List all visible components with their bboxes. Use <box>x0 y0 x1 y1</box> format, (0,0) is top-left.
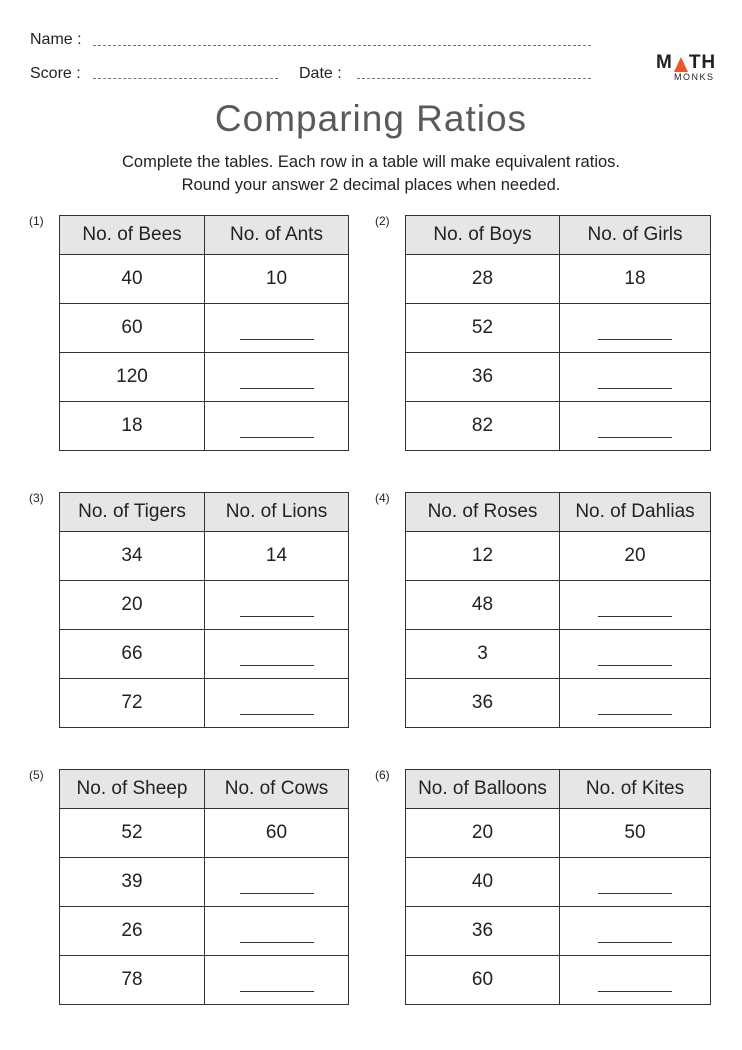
column-header: No. of Dahlias <box>560 493 711 532</box>
answer-cell[interactable] <box>205 304 349 353</box>
date-label: Date : <box>299 65 342 82</box>
ratio-table-2 <box>405 215 711 451</box>
given-value: 52 <box>406 304 560 353</box>
logo-letters-th: TH <box>688 52 717 73</box>
ratio-table-5 <box>59 769 349 1005</box>
table-row <box>60 630 349 679</box>
given-value: 39 <box>60 858 205 907</box>
answer-cell[interactable] <box>560 581 711 630</box>
given-value: 26 <box>60 907 205 956</box>
given-value: 14 <box>205 532 349 581</box>
given-value: 10 <box>205 255 349 304</box>
column-header: No. of Balloons <box>406 770 560 809</box>
given-value: 18 <box>60 402 205 451</box>
given-value: 60 <box>205 809 349 858</box>
problem-6-number: (6) <box>375 768 390 782</box>
table-row <box>60 907 349 956</box>
answer-cell[interactable] <box>560 907 711 956</box>
table-row <box>60 956 349 1005</box>
given-value: 20 <box>406 809 560 858</box>
column-header: No. of Cows <box>205 770 349 809</box>
given-value: 60 <box>406 956 560 1005</box>
answer-blank[interactable] <box>598 339 672 340</box>
given-value: 36 <box>406 353 560 402</box>
given-value: 66 <box>60 630 205 679</box>
answer-cell[interactable] <box>560 630 711 679</box>
given-value: 20 <box>60 581 205 630</box>
answer-blank[interactable] <box>598 991 672 992</box>
answer-cell[interactable] <box>205 353 349 402</box>
given-value: 34 <box>60 532 205 581</box>
answer-cell[interactable] <box>205 679 349 728</box>
table-row <box>60 581 349 630</box>
column-header: No. of Ants <box>205 216 349 255</box>
given-value: 3 <box>406 630 560 679</box>
answer-blank[interactable] <box>598 942 672 943</box>
logo-triangle-icon <box>674 57 688 72</box>
answer-blank[interactable] <box>240 388 314 389</box>
given-value: 36 <box>406 679 560 728</box>
given-value: 78 <box>60 956 205 1005</box>
date-field[interactable] <box>357 78 591 79</box>
given-value: 60 <box>60 304 205 353</box>
given-value: 20 <box>560 532 711 581</box>
given-value: 120 <box>60 353 205 402</box>
instructions-line-2: Round your answer 2 decimal places when needed. <box>181 176 561 194</box>
given-value: 36 <box>406 907 560 956</box>
answer-blank[interactable] <box>240 893 314 894</box>
column-header: No. of Lions <box>205 493 349 532</box>
table-header-row <box>406 216 711 255</box>
answer-blank[interactable] <box>598 893 672 894</box>
table-header-row <box>60 493 349 532</box>
table-row <box>60 679 349 728</box>
table-row <box>406 255 711 304</box>
table-row <box>406 630 711 679</box>
table-header-row <box>406 493 711 532</box>
answer-blank[interactable] <box>240 665 314 666</box>
ratio-table-1 <box>59 215 349 451</box>
given-value: 18 <box>560 255 711 304</box>
given-value: 40 <box>406 858 560 907</box>
answer-blank[interactable] <box>240 942 314 943</box>
answer-cell[interactable] <box>205 858 349 907</box>
table-row <box>406 304 711 353</box>
answer-blank[interactable] <box>240 616 314 617</box>
column-header: No. of Tigers <box>60 493 205 532</box>
answer-blank[interactable] <box>598 665 672 666</box>
table-row <box>406 809 711 858</box>
ratio-table-3 <box>59 492 349 728</box>
logo-letter-m: M <box>656 52 673 73</box>
given-value: 82 <box>406 402 560 451</box>
column-header: No. of Bees <box>60 216 205 255</box>
answer-cell[interactable] <box>560 353 711 402</box>
given-value: 12 <box>406 532 560 581</box>
answer-cell[interactable] <box>205 907 349 956</box>
answer-blank[interactable] <box>240 437 314 438</box>
answer-cell[interactable] <box>205 581 349 630</box>
table-row <box>60 809 349 858</box>
page-title: Comparing Ratios <box>214 98 528 139</box>
instructions <box>0 151 742 197</box>
table-row <box>406 679 711 728</box>
logo-wordmark <box>656 52 716 74</box>
given-value: 50 <box>560 809 711 858</box>
answer-cell[interactable] <box>560 858 711 907</box>
table-row <box>60 353 349 402</box>
table-header-row <box>60 770 349 809</box>
column-header: No. of Girls <box>560 216 711 255</box>
column-header: No. of Kites <box>560 770 711 809</box>
answer-cell[interactable] <box>560 956 711 1005</box>
answer-blank[interactable] <box>240 714 314 715</box>
answer-blank[interactable] <box>598 388 672 389</box>
problem-3-number: (3) <box>29 491 44 505</box>
instructions-line-1: Complete the tables. Each row in a table will make equivalent ratios. <box>121 153 620 171</box>
answer-cell[interactable] <box>205 956 349 1005</box>
answer-cell[interactable] <box>560 304 711 353</box>
table-row <box>60 255 349 304</box>
math-monks-logo <box>652 52 722 86</box>
table-row <box>406 858 711 907</box>
table-row <box>60 304 349 353</box>
column-header: No. of Boys <box>406 216 560 255</box>
table-row <box>406 581 711 630</box>
answer-blank[interactable] <box>598 616 672 617</box>
score-label: Score : <box>30 65 81 82</box>
name-label: Name : <box>30 31 82 48</box>
answer-cell[interactable] <box>560 679 711 728</box>
given-value: 48 <box>406 581 560 630</box>
column-header: No. of Sheep <box>60 770 205 809</box>
given-value: 52 <box>60 809 205 858</box>
score-field[interactable] <box>93 78 278 79</box>
ratio-table-6 <box>405 769 711 1005</box>
table-row <box>406 907 711 956</box>
name-field[interactable] <box>93 45 591 46</box>
problem-5-number: (5) <box>29 768 44 782</box>
answer-cell[interactable] <box>560 402 711 451</box>
table-row <box>406 532 711 581</box>
given-value: 40 <box>60 255 205 304</box>
table-row <box>60 858 349 907</box>
problem-1-number: (1) <box>29 214 44 228</box>
table-header-row <box>60 216 349 255</box>
answer-blank[interactable] <box>240 991 314 992</box>
problem-4-number: (4) <box>375 491 390 505</box>
answer-blank[interactable] <box>240 339 314 340</box>
table-row <box>60 532 349 581</box>
answer-cell[interactable] <box>205 402 349 451</box>
table-row <box>406 956 711 1005</box>
table-row <box>406 353 711 402</box>
answer-blank[interactable] <box>598 437 672 438</box>
given-value: 28 <box>406 255 560 304</box>
ratio-table-4 <box>405 492 711 728</box>
column-header: No. of Roses <box>406 493 560 532</box>
problem-2-number: (2) <box>375 214 390 228</box>
table-row <box>406 402 711 451</box>
table-row <box>60 402 349 451</box>
answer-blank[interactable] <box>598 714 672 715</box>
given-value: 72 <box>60 679 205 728</box>
answer-cell[interactable] <box>205 630 349 679</box>
table-header-row <box>406 770 711 809</box>
logo-subtext: MONKS <box>674 72 715 82</box>
